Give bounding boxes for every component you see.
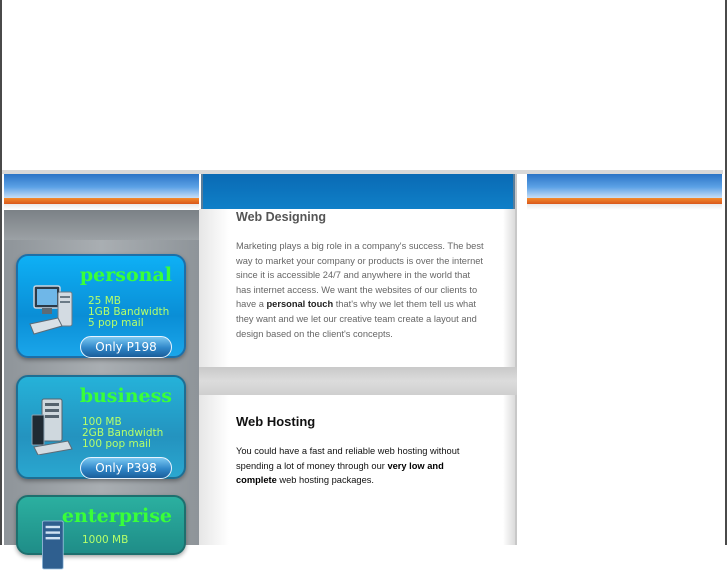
right-column <box>527 210 722 545</box>
package-title: business <box>79 385 172 407</box>
package-feature: 2GB Bandwidth <box>82 427 164 439</box>
package-features <box>88 296 169 329</box>
desktop-computer-icon <box>28 278 78 338</box>
center-header-band <box>201 174 515 209</box>
package-features <box>82 535 128 546</box>
package-feature: 100 MB <box>82 416 122 428</box>
package-feature: 25 MB <box>88 295 121 307</box>
price-button-personal[interactable]: Only P198 <box>80 336 172 358</box>
section-title-web-hosting: Web Hosting <box>236 414 316 429</box>
top-banner-area <box>2 0 723 174</box>
package-feature: 1GB Bandwidth <box>88 306 170 318</box>
left-header-band <box>4 174 199 210</box>
section-text-web-designing: Marketing plays a big role in a company's success. The best way to market your company or products is over the internet since it is accessible 24/7 and anywhere in the world that has internet access. We want the websites of our clients to have a personal touch that's why we let them tell us what they want and we let our creative team create a layout and design based on the client's concepts. <box>236 241 484 339</box>
package-business[interactable] <box>16 375 186 479</box>
right-header-band <box>527 174 722 210</box>
column-divider <box>515 174 517 545</box>
package-title: personal <box>79 264 172 286</box>
package-feature: 5 pop mail <box>88 317 144 329</box>
section-divider <box>199 367 517 395</box>
package-title: enterprise <box>61 505 172 527</box>
price-button-business[interactable]: Only P398 <box>80 457 172 479</box>
server-tower-icon <box>28 395 78 455</box>
package-enterprise[interactable] <box>16 495 186 555</box>
section-text-web-hosting: You could have a fast and reliable web hosting without spending a lot of money through our very low and complete web hosting packages. <box>236 446 460 486</box>
sidebar-top-bar <box>4 210 199 240</box>
package-personal[interactable] <box>16 254 186 358</box>
package-features <box>82 417 163 450</box>
section-title-web-designing: Web Designing <box>236 210 327 224</box>
package-feature: 1000 MB <box>82 534 129 546</box>
package-feature: 100 pop mail <box>82 438 151 450</box>
packages-sidebar <box>4 210 199 545</box>
